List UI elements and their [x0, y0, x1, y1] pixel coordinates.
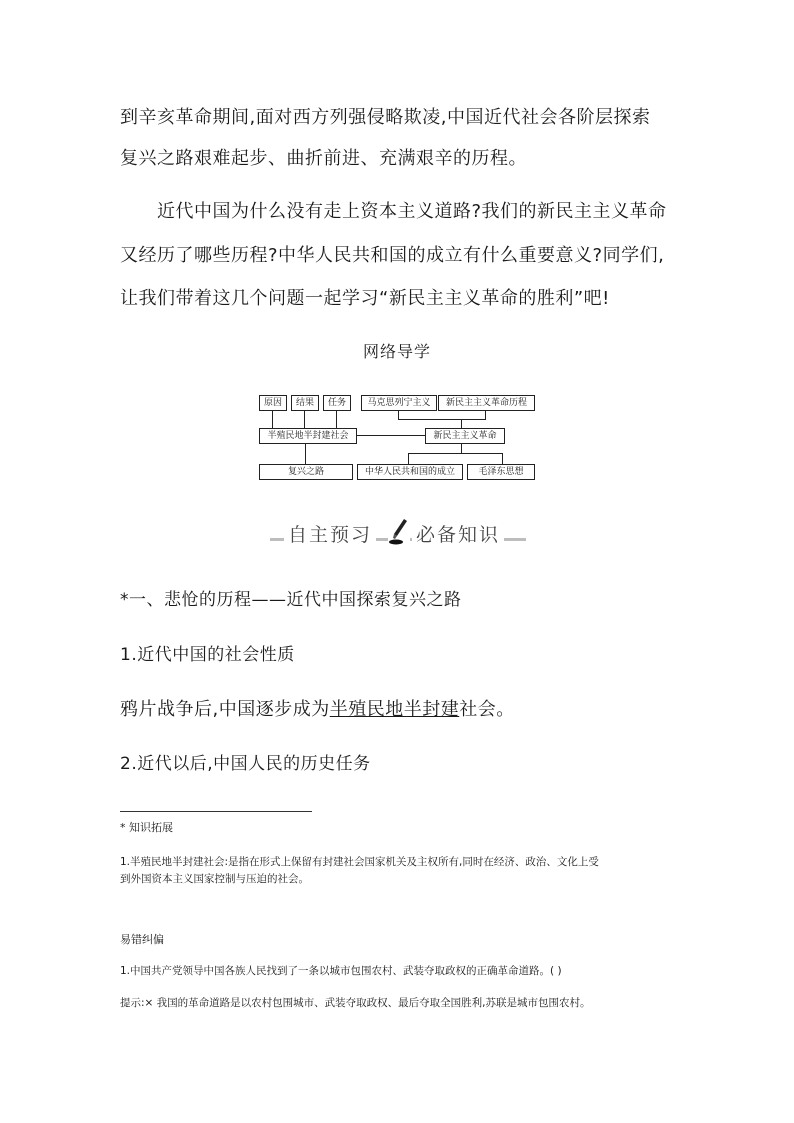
network-diagram	[255, 390, 540, 485]
box-task: 任务	[323, 395, 351, 411]
subheading-2: 2.近代以后,中国人民的历史任务	[120, 754, 371, 774]
connector	[398, 410, 399, 419]
box-marxism: 马克思列宁主义	[361, 395, 437, 411]
section-heading: *一、悲怆的历程——近代中国探索复兴之路	[120, 590, 462, 610]
footnote-line-2: 到外国资本主义国家控制与压迫的社会。	[120, 873, 309, 885]
connector	[485, 410, 486, 419]
body-text: 社会。	[459, 699, 515, 720]
box-mao: 毛泽东思想	[467, 464, 535, 480]
connector	[461, 443, 462, 453]
connector	[304, 410, 305, 428]
footnote-divider	[120, 811, 312, 812]
intro-line-2: 复兴之路艰难起步、曲折前进、充满艰辛的历程。	[120, 148, 527, 169]
banner-right-text: 必备知识	[412, 520, 504, 547]
connector	[398, 419, 486, 420]
intro-line-3: 近代中国为什么没有走上资本主义道路?我们的新民主主义革命	[157, 201, 667, 222]
box-cause: 原因	[259, 395, 287, 411]
footnote-line-1: 1.半殖民地半封建社会:是指在形式上保留有封建社会国家机关及主权所有,同时在经济、政治、文化上受	[120, 856, 599, 868]
box-revolution: 新民主主义革命	[425, 428, 505, 444]
network-title: 网络导学	[362, 342, 431, 361]
banner-left-text: 自主预习	[284, 520, 376, 547]
subheading-1: 1.近代中国的社会性质	[120, 645, 295, 665]
intro-line-4: 又经历了哪些历程?中华人民共和国的成立有什么重要意义?同学们,	[120, 245, 665, 266]
connector	[502, 453, 503, 464]
error-hint: 提示:× 我国的革命道路是以农村包围城市、武装夺取政权、最后夺取全国胜利,苏联是城市包围农村。	[120, 997, 591, 1009]
underlined-term: 半殖民地半封建	[329, 699, 460, 720]
connector	[408, 453, 503, 454]
body-text: 鸦片战争后,中国逐步成为	[120, 699, 330, 720]
connector	[461, 419, 462, 428]
connector	[336, 410, 337, 428]
pen-icon	[388, 517, 410, 545]
box-result: 结果	[291, 395, 319, 411]
connector	[272, 410, 273, 428]
connector	[408, 453, 409, 464]
box-society: 半殖民地半封建社会	[259, 428, 357, 444]
box-course: 新民主主义革命历程	[438, 395, 535, 411]
intro-line-1: 到辛亥革命期间,面对西方列强侵略欺凌,中国近代社会各阶层探索	[120, 107, 651, 128]
footnote-title: * 知识拓展	[120, 821, 173, 834]
intro-line-5: 让我们带着这几个问题一起学习“新民主主义革命的胜利”吧!	[120, 288, 610, 309]
box-prc: 中华人民共和国的成立	[357, 464, 463, 480]
connector	[305, 443, 306, 464]
box-revival: 复兴之路	[259, 464, 353, 480]
section-banner	[270, 517, 526, 547]
body-line-1	[120, 698, 515, 722]
error-title: 易错纠偏	[120, 933, 164, 946]
error-question: 1.中国共产党领导中国各族人民找到了一条以城市包围农村、武装夺取政权的正确革命道路。( )	[120, 965, 562, 977]
connector	[357, 435, 425, 436]
